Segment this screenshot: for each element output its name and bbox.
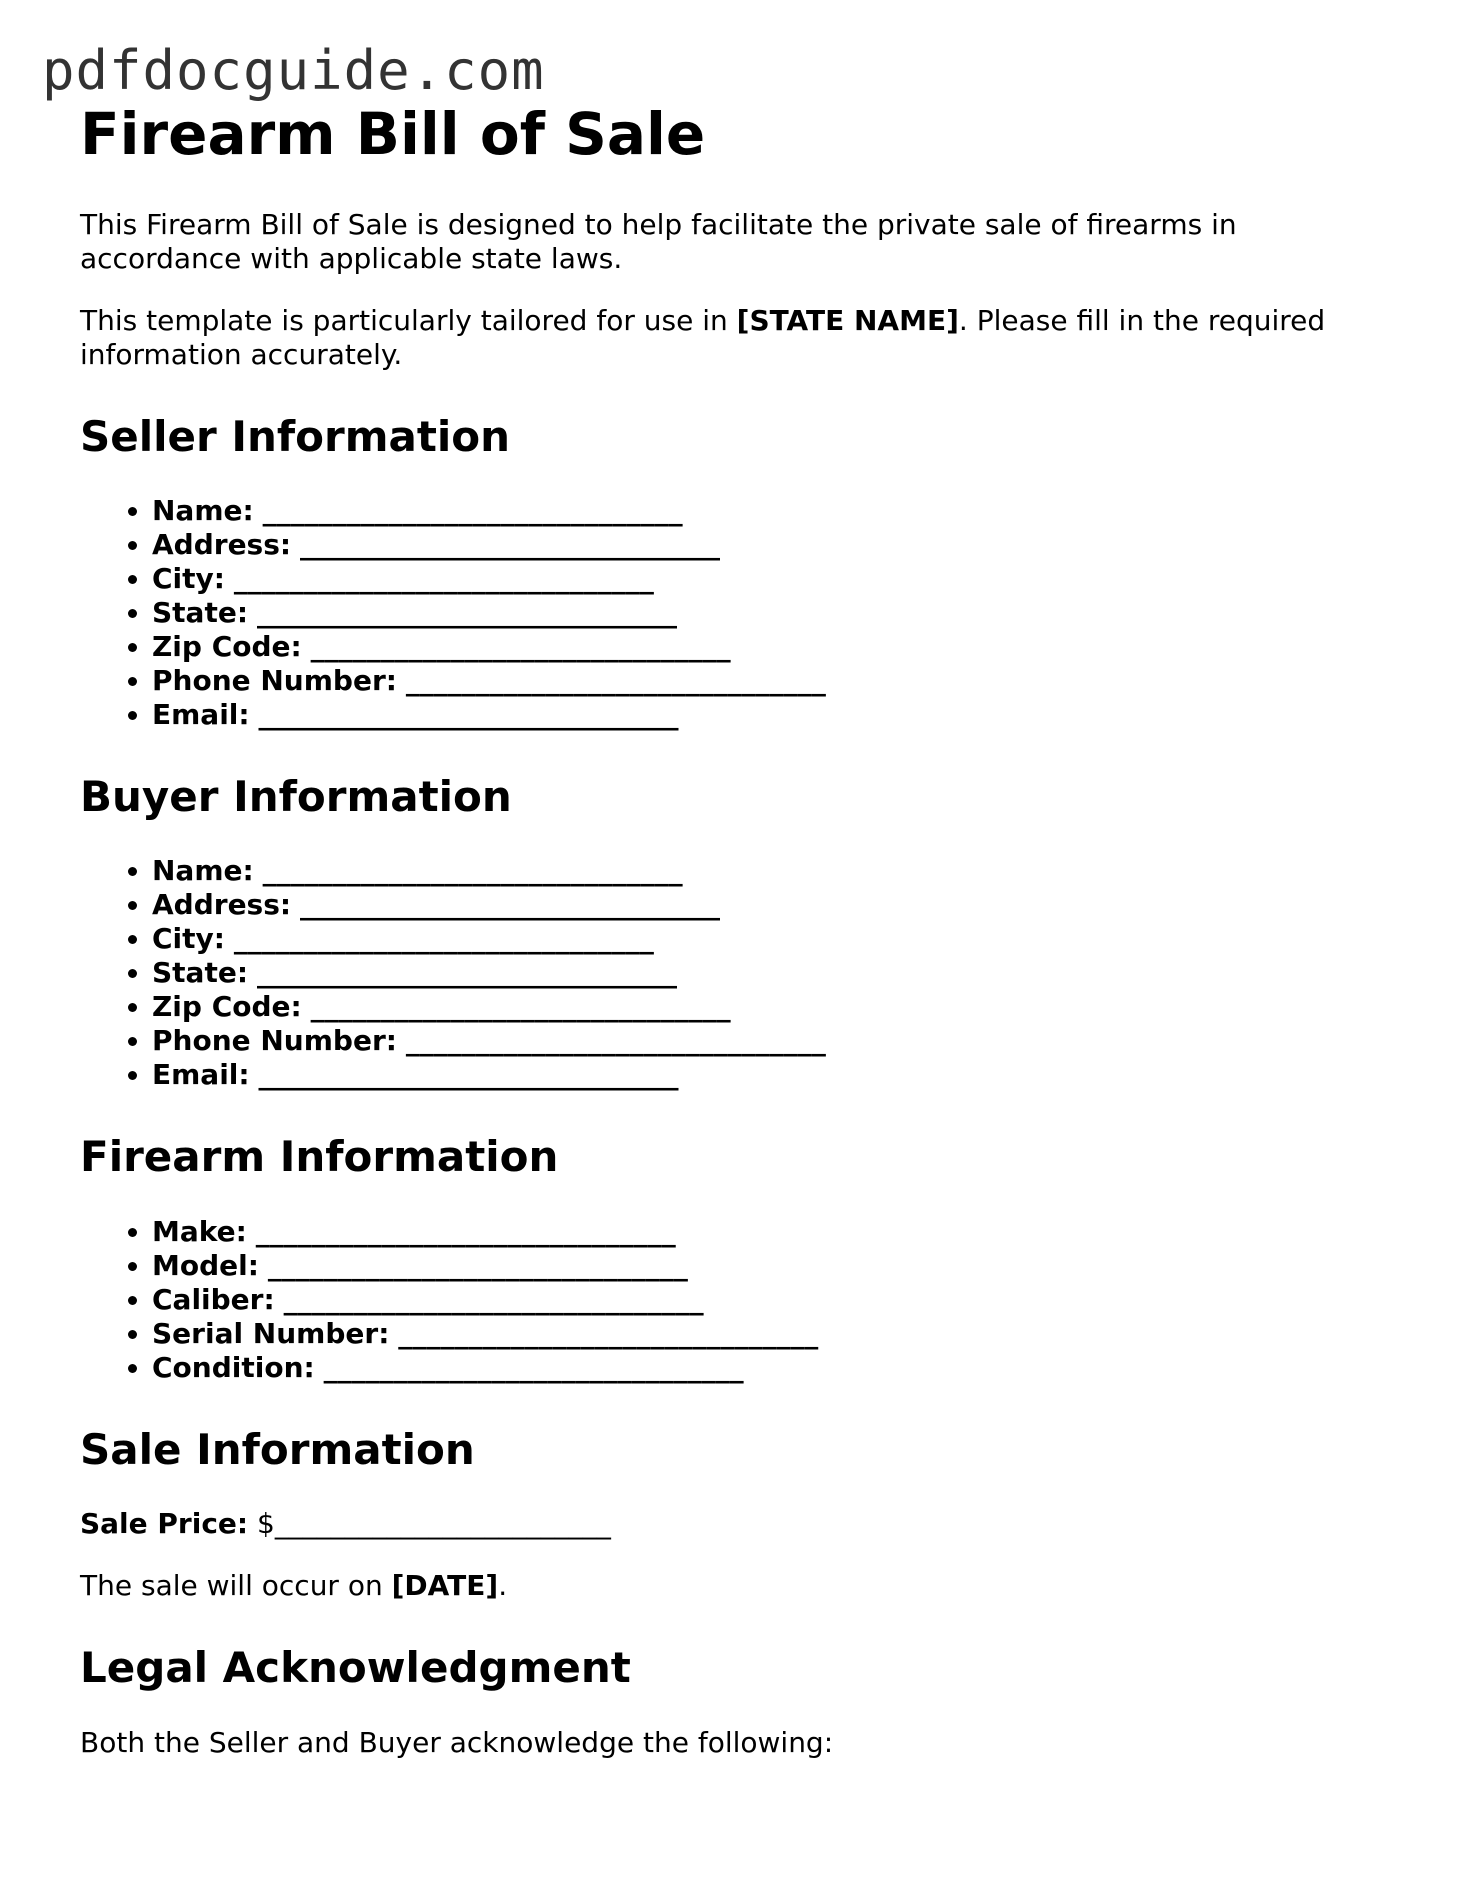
document-title: Firearm Bill of Sale: [80, 100, 706, 168]
seller-zip-field[interactable]: • Zip Code: ______________________________: [152, 630, 1400, 664]
seller-address-field[interactable]: • Address: ______________________________: [152, 528, 1400, 562]
firearm-model-field[interactable]: • Model: ______________________________: [152, 1249, 1400, 1283]
intro-paragraph: This Firearm Bill of Sale is designed to help facilitate the private sale of firearms in accordance with applicable state laws.: [80, 207, 1237, 275]
buyer-city-field[interactable]: • City: ______________________________: [152, 922, 1400, 956]
seller-city-field[interactable]: • City: ______________________________: [152, 562, 1400, 596]
buyer-heading: Buyer Information: [80, 771, 512, 821]
buyer-zip-field[interactable]: • Zip Code: ______________________________: [152, 990, 1400, 1024]
document-page: [80, 100, 1400, 1788]
seller-name-field[interactable]: • Name: ______________________________: [152, 494, 1400, 528]
seller-state-field[interactable]: • State: ______________________________: [152, 596, 1400, 630]
date-placeholder: [DATE]: [391, 1569, 499, 1603]
firearm-field-list: [80, 1215, 1400, 1385]
firearm-condition-field[interactable]: • Condition: ______________________________: [152, 1351, 1400, 1385]
legal-heading: Legal Acknowledgment: [80, 1643, 631, 1693]
seller-email-field[interactable]: • Email: ______________________________: [152, 698, 1400, 732]
firearm-caliber-field[interactable]: • Caliber: ______________________________: [152, 1283, 1400, 1317]
buyer-phone-field[interactable]: • Phone Number: ______________________________: [152, 1024, 1400, 1058]
firearm-serial-field[interactable]: • Serial Number: ______________________________: [152, 1317, 1400, 1351]
seller-phone-field[interactable]: • Phone Number: ______________________________: [152, 664, 1400, 698]
seller-field-list: [80, 494, 1400, 732]
buyer-email-field[interactable]: • Email: ______________________________: [152, 1058, 1400, 1092]
sale-date-paragraph: The sale will occur on [DATE].: [80, 1569, 508, 1603]
firearm-heading: Firearm Information: [80, 1132, 559, 1182]
legal-paragraph: Both the Seller and Buyer acknowledge the following:: [80, 1725, 834, 1759]
state-paragraph: This template is particularly tailored for use in [STATE NAME]. Please fill in the required information accurately.: [80, 303, 1326, 371]
buyer-address-field[interactable]: • Address: ______________________________: [152, 888, 1400, 922]
sale-heading: Sale Information: [80, 1424, 475, 1474]
buyer-field-list: [80, 854, 1400, 1092]
state-name-placeholder: [STATE NAME]: [736, 303, 959, 337]
seller-heading: Seller Information: [80, 411, 511, 461]
firearm-make-field[interactable]: • Make: ______________________________: [152, 1215, 1400, 1249]
site-watermark: pdfdocguide.com: [42, 39, 545, 102]
buyer-name-field[interactable]: • Name: ______________________________: [152, 854, 1400, 888]
sale-price-field[interactable]: Sale Price: $________________________: [80, 1507, 611, 1541]
buyer-state-field[interactable]: • State: ______________________________: [152, 956, 1400, 990]
